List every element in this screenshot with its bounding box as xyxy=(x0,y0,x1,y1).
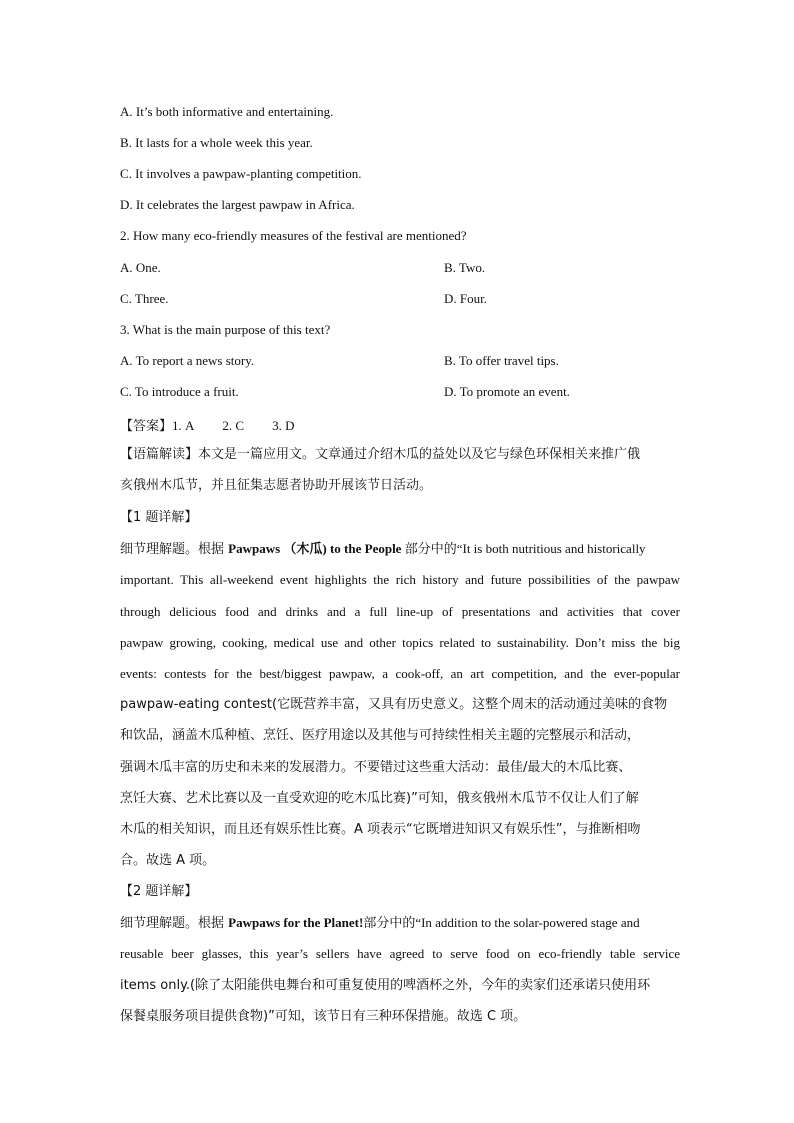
detail-2-heading: 【2 题详解】 xyxy=(120,884,198,899)
detail-1-line-6: pawpaw-eating contest(它既营养丰富，又具有历史意义。这整个周末的活动通过美味的食物 xyxy=(120,697,668,713)
answer-3: 3. D xyxy=(272,418,295,433)
detail-2-line-1-pre: 细节理解题。根据 xyxy=(120,916,229,932)
q2-stem: 2. How many eco-friendly measures of the festival are mentioned? xyxy=(120,228,467,243)
detail-1-line-9: 烹饪大赛、艺术比赛以及一直受欢迎的吃木瓜比赛)”可知，俄亥俄州木瓜节不仅让人们了解 xyxy=(120,790,639,806)
detail-2-line-4: 保餐桌服务项目提供食物)”可知，该节日有三种环保措施。故选 C 项。 xyxy=(120,1008,527,1024)
q1-option-b: B. It lasts for a whole week this year. xyxy=(120,135,313,150)
detail-1-line-1-post: 部分中的“It is both nutritious and historically xyxy=(401,541,646,557)
answer-1: 1. A xyxy=(172,418,195,433)
detail-1-line-3: through delicious food and drinks and a full line-up of presentations and activities that cover xyxy=(120,603,680,619)
detail-1-line-7: 和饮品，涵盖木瓜种植、烹饪、医疗用途以及其他与可持续性相关主题的完整展示和活动， xyxy=(120,728,641,744)
q3-option-b: B. To offer travel tips. xyxy=(444,353,559,368)
detail-2-line-3: items only.(除了太阳能供电舞台和可重复使用的啤酒杯之外，今年的卖家们还承诺只使用环 xyxy=(120,977,651,993)
detail-2-section xyxy=(120,876,680,1032)
q3-option-c: C. To introduce a fruit. xyxy=(120,384,239,399)
answer-line xyxy=(120,415,294,434)
detail-2-line-2: reusable beer glasses, this year’s sellers have agreed to serve food on eco-friendly table service xyxy=(120,946,680,962)
detail-1-section-title: Pawpaws （木瓜) to the People xyxy=(228,541,402,557)
q1-option-d: D. It celebrates the largest pawpaw in Africa. xyxy=(120,197,355,212)
summary-label: 【语篇解读】 xyxy=(120,447,199,462)
detail-1-line-11: 合。故选 A 项。 xyxy=(120,853,216,869)
q3-option-a: A. To report a news story. xyxy=(120,353,255,368)
q1-option-a: A. It’s both informative and entertaining. xyxy=(120,104,334,119)
detail-2-section-title: Pawpaws for the Planet! xyxy=(228,915,364,931)
q3-option-d: D. To promote an event. xyxy=(444,384,570,399)
detail-1-line-5: events: contests for the best/biggest pawpaw, a cook-off, an art competition, and the ever-popular xyxy=(120,665,680,681)
detail-1-line-10: 木瓜的相关知识，而且还有娱乐性比赛。A 项表示“它既增进知识又有娱乐性”，与推断相吻 xyxy=(120,821,641,837)
detail-1-heading: 【1 题详解】 xyxy=(120,510,198,525)
summary-paragraph xyxy=(120,439,680,501)
summary-line-2: 亥俄州木瓜节，并且征集志愿者协助开展该节日活动。 xyxy=(120,478,433,494)
q1-option-c: C. It involves a pawpaw-planting competition. xyxy=(120,166,362,181)
q2-option-a: A. One. xyxy=(120,260,161,275)
detail-2-line-1-post: 部分中的“In addition to the solar-powered stage and xyxy=(363,915,640,931)
summary-line-1: 本文是一篇应用文。文章通过介绍木瓜的益处以及它与绿色环保相关来推广俄 xyxy=(198,447,641,462)
detail-1-line-1-pre: 细节理解题。根据 xyxy=(120,542,229,558)
answer-2: 2. C xyxy=(222,418,245,433)
q2-option-b: B. Two. xyxy=(444,260,486,275)
detail-1-line-2: important. This all-weekend event highlights the rich history and future possibilities of the pawpaw xyxy=(120,572,680,588)
detail-1-line-8: 强调木瓜丰富的历史和未来的发展潜力。不要错过这些重大活动：最佳/最大的木瓜比赛、 xyxy=(120,759,632,775)
detail-1-section xyxy=(120,502,680,876)
q2-option-d: D. Four. xyxy=(444,291,487,306)
q3-stem: 3. What is the main purpose of this text? xyxy=(120,322,331,337)
detail-1-line-4: pawpaw growing, cooking, medical use and other topics related to sustainability. Don’t miss the big xyxy=(120,634,680,650)
q2-option-c: C. Three. xyxy=(120,291,169,306)
answer-label: 【答案】 xyxy=(120,419,173,434)
